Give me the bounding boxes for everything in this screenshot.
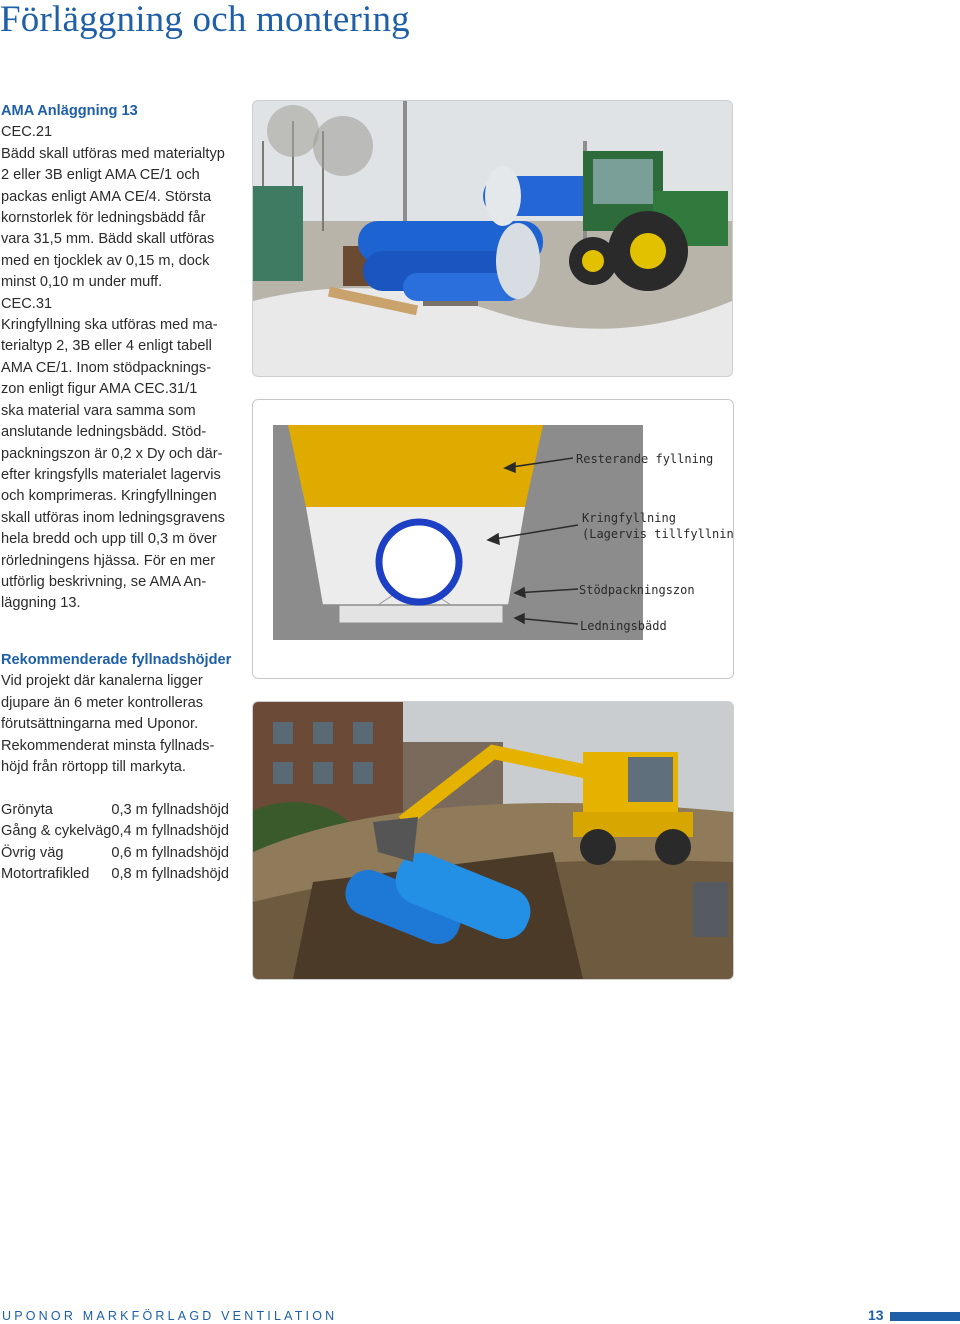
label-surround-fill: Kringfyllning [582, 511, 676, 525]
area-cell: Grönyta [1, 802, 53, 818]
height-cell: 0,8 m fyllnadshöjd [111, 866, 229, 883]
area-cell: Gång & cykelväg [1, 823, 112, 840]
table-row [1, 821, 229, 842]
pipes-tractor-illustration [253, 101, 732, 376]
cec21-code: CEC.21 [1, 124, 53, 141]
cec31-code: CEC.31 [1, 295, 53, 312]
ama-heading: AMA Anläggning 13 [1, 103, 138, 119]
height-cell: 0,6 m fyllnadshöjd [111, 844, 229, 861]
recommendation-block [1, 650, 237, 778]
photo-pipes-tractor [252, 100, 733, 377]
trench-diagram-frame [252, 399, 734, 679]
rec-heading: Rekommenderade fyllnadshöjder [1, 652, 232, 668]
rec-text: Vid projekt där kanalerna ligger djupare än 6 meter kontrolleras förutsättningarna med Uponor. Rekommenderat minsta fyllnads- höjd från rörtopp till markyta. [1, 673, 215, 776]
footer-title: UPONOR MARKFÖRLAGD VENTILATION [2, 1309, 338, 1323]
photo-excavator-trench [252, 701, 734, 980]
footer-accent-bar [890, 1312, 960, 1321]
cec21-text: Bädd skall utföras med materialtyp 2 eller 3B enligt AMA CE/1 och packas enligt AMA CE/4. Största kornstorlek för ledningsbädd får vara 31,5 mm. Bädd skall utföras med en tjocklek av 0,15 m, dock minst 0,10 m under muff. [1, 145, 225, 291]
table-row [1, 843, 229, 864]
area-cell: Övrig väg [1, 844, 64, 861]
trench-diagram [253, 400, 733, 678]
page-number: 13 [868, 1307, 884, 1323]
label-support-zone: Stödpackningszon [579, 583, 695, 597]
fill-height-table-wrap [1, 800, 229, 886]
cec31-text: Kringfyllning ska utföras med ma- terialtyp 2, 3B eller 4 enligt tabell AMA CE/1. Inom stödpacknings- zon enligt figur AMA CEC.31/1 ska material vara samma som anslutande ledningsbädd. Stöd- packningszon är 0,2 x Dy och där- efter kringsfylls materialet lagervis och komprimeras. Kringfyllningen skall utföras inom ledningsgravens hela bredd och upp till 0,3 m över rörledningens hjässa. För en mer utförlig beskrivning, se AMA An- läggning 13. [1, 317, 225, 612]
height-cell: 0,3 m fyllnadshöjd [111, 802, 229, 818]
height-cell: 0,4 m fyllnadshöjd [111, 823, 229, 840]
area-cell: Motortrafikled [1, 866, 90, 883]
label-remaining-fill: Resterande fyllning [576, 452, 714, 466]
fill-height-table [1, 800, 229, 886]
table-row [1, 800, 229, 821]
left-text-column [1, 101, 237, 615]
page-title: Förläggning och montering [0, 0, 410, 40]
remaining-fill-layer [288, 425, 543, 507]
pipe-cross-section [379, 522, 459, 602]
table-row [1, 864, 229, 885]
label-surround-fill-note: (Lagervis tillfyllning) [582, 527, 733, 541]
bedding-layer [339, 605, 503, 623]
label-bedding: Ledningsbädd [580, 619, 667, 633]
excavator-illustration [253, 702, 733, 979]
